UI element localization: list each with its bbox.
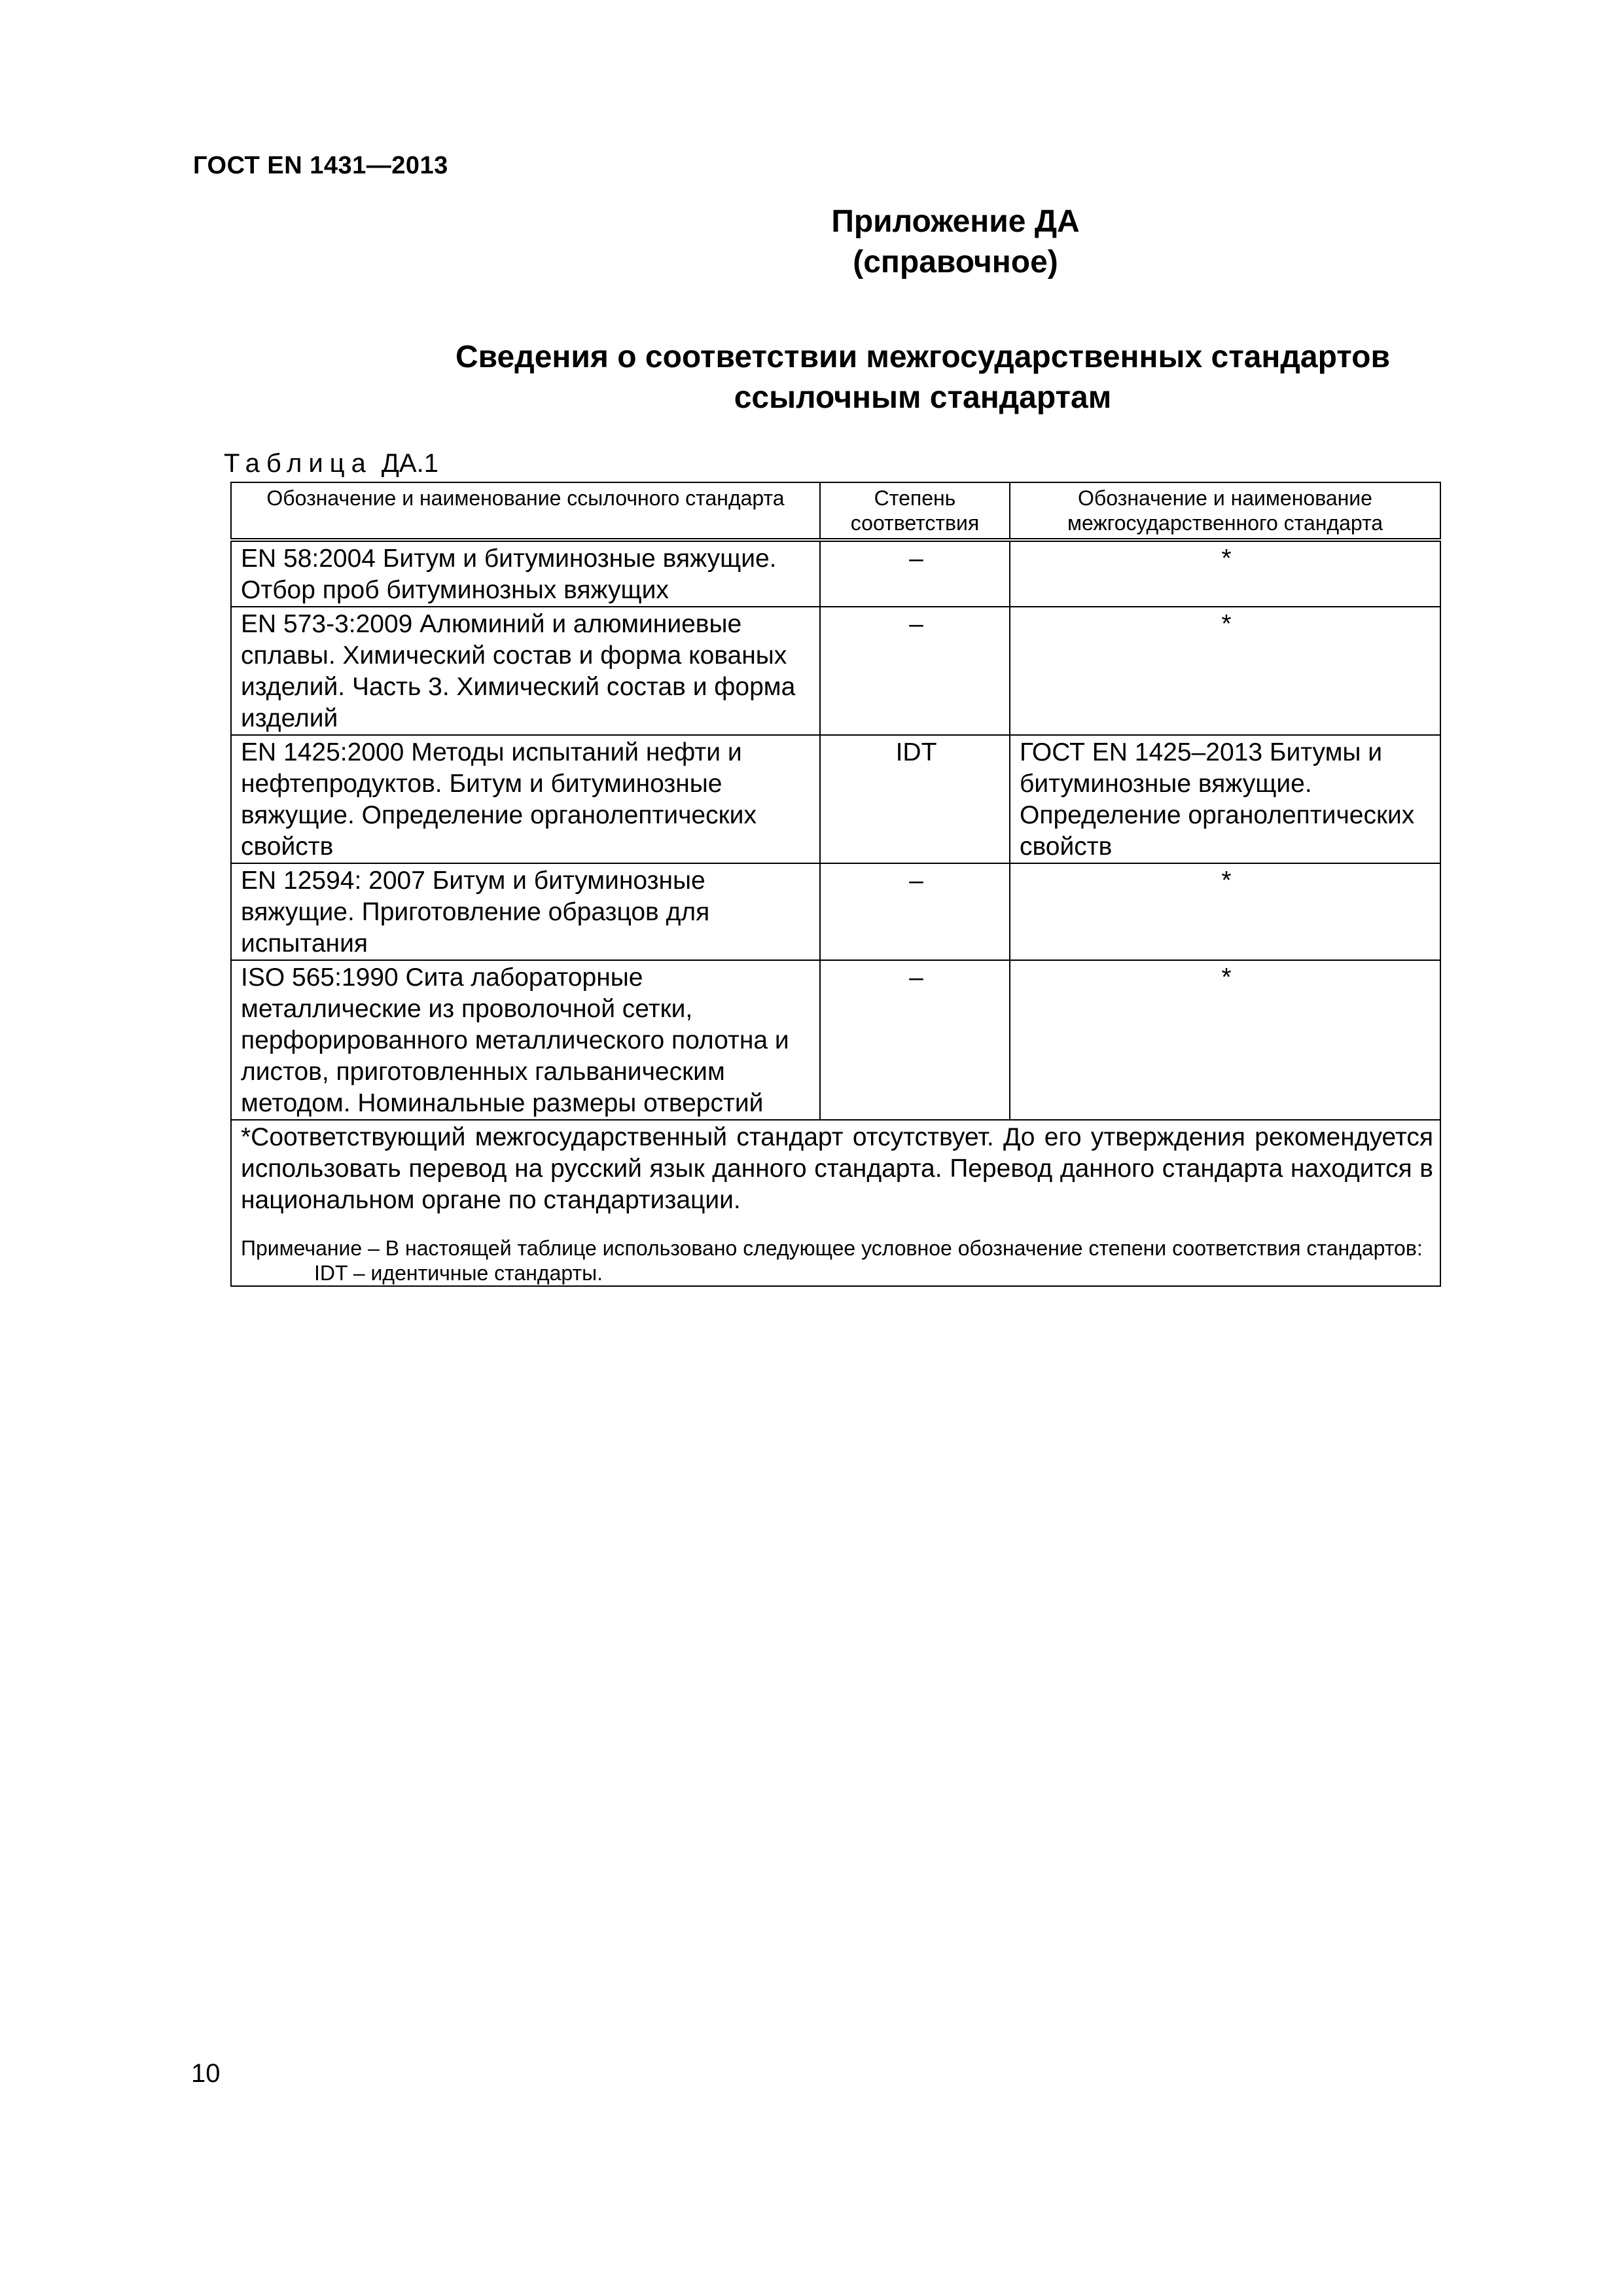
table-note-idt: IDT – идентичные стандарты. xyxy=(314,1261,603,1285)
annex-title-line-1: Приложение ДА xyxy=(831,204,1080,239)
section-title xyxy=(0,337,1623,418)
degree-cell: IDT xyxy=(820,735,1010,863)
page-number: 10 xyxy=(191,2059,221,2088)
table-footnote: *Соответствующий межгосударственный стандарт отсутствует. До его утверждения рекомендуется использовать перевод на русский язык данного стандарта. Перевод данного стандарта находится в национальном органе по стандартизации. xyxy=(241,1123,1433,1214)
reference-standard-cell: ISO 565:1990 Сита лабораторные металлические из проволочной сетки, перфорированного металлического полотна и листов, приготовленных гальваническим методом. Номинальные размеры отверстий xyxy=(231,960,820,1120)
interstate-standard-cell: ГОСТ EN 1425–2013 Битумы и битуминозные вяжущие. Определение органолептических свойств xyxy=(1010,735,1440,863)
degree-cell: – xyxy=(820,960,1010,1120)
table-header-row xyxy=(231,482,1440,540)
standards-correspondence-table xyxy=(230,482,1441,1287)
reference-standard-cell: EN 1425:2000 Методы испытаний нефти и нефтепродуктов. Битум и битуминозные вяжущие. Определение органолептических свойств xyxy=(231,735,820,863)
column-header-reference: Обозначение и наименование ссылочного стандарта xyxy=(231,482,820,540)
column-header-interstate: Обозначение и наименование межгосударственного стандарта xyxy=(1010,482,1440,540)
table-footnote-cell xyxy=(231,1120,1440,1286)
table-note: Примечание – В настоящей таблице использовано следующее условное обозначение степени соответствия стандартов: xyxy=(241,1236,1423,1260)
table-caption xyxy=(224,449,438,478)
interstate-standard-cell: * xyxy=(1010,607,1440,735)
table-row xyxy=(231,540,1440,607)
table-row xyxy=(231,607,1440,735)
table-footnote-row xyxy=(231,1120,1440,1286)
table-row xyxy=(231,735,1440,863)
document-header: ГОСТ EN 1431—2013 xyxy=(193,152,448,179)
reference-standard-cell: EN 573-3:2009 Алюминий и алюминиевые сплавы. Химический состав и форма кованых изделий. Часть 3. Химический состав и форма изделий xyxy=(231,607,820,735)
annex-title xyxy=(0,202,1623,283)
table-row xyxy=(231,960,1440,1120)
interstate-standard-cell: * xyxy=(1010,540,1440,607)
reference-standard-cell: EN 12594: 2007 Битум и битуминозные вяжущие. Приготовление образцов для испытания xyxy=(231,863,820,960)
degree-cell: – xyxy=(820,863,1010,960)
table-caption-number: ДА.1 xyxy=(381,449,438,478)
table-caption-word: Таблица xyxy=(224,449,372,478)
section-title-line-2: ссылочным стандартам xyxy=(734,380,1112,415)
column-header-degree: Степень соответствия xyxy=(820,482,1010,540)
reference-standard-cell: EN 58:2004 Битум и битуминозные вяжущие. Отбор проб битуминозных вяжущих xyxy=(231,540,820,607)
degree-cell: – xyxy=(820,540,1010,607)
table-row xyxy=(231,863,1440,960)
interstate-standard-cell: * xyxy=(1010,863,1440,960)
section-title-line-1: Сведения о соответствии межгосударственных стандартов xyxy=(455,340,1390,374)
degree-cell: – xyxy=(820,607,1010,735)
annex-title-line-2: (справочное) xyxy=(853,245,1058,279)
interstate-standard-cell: * xyxy=(1010,960,1440,1120)
